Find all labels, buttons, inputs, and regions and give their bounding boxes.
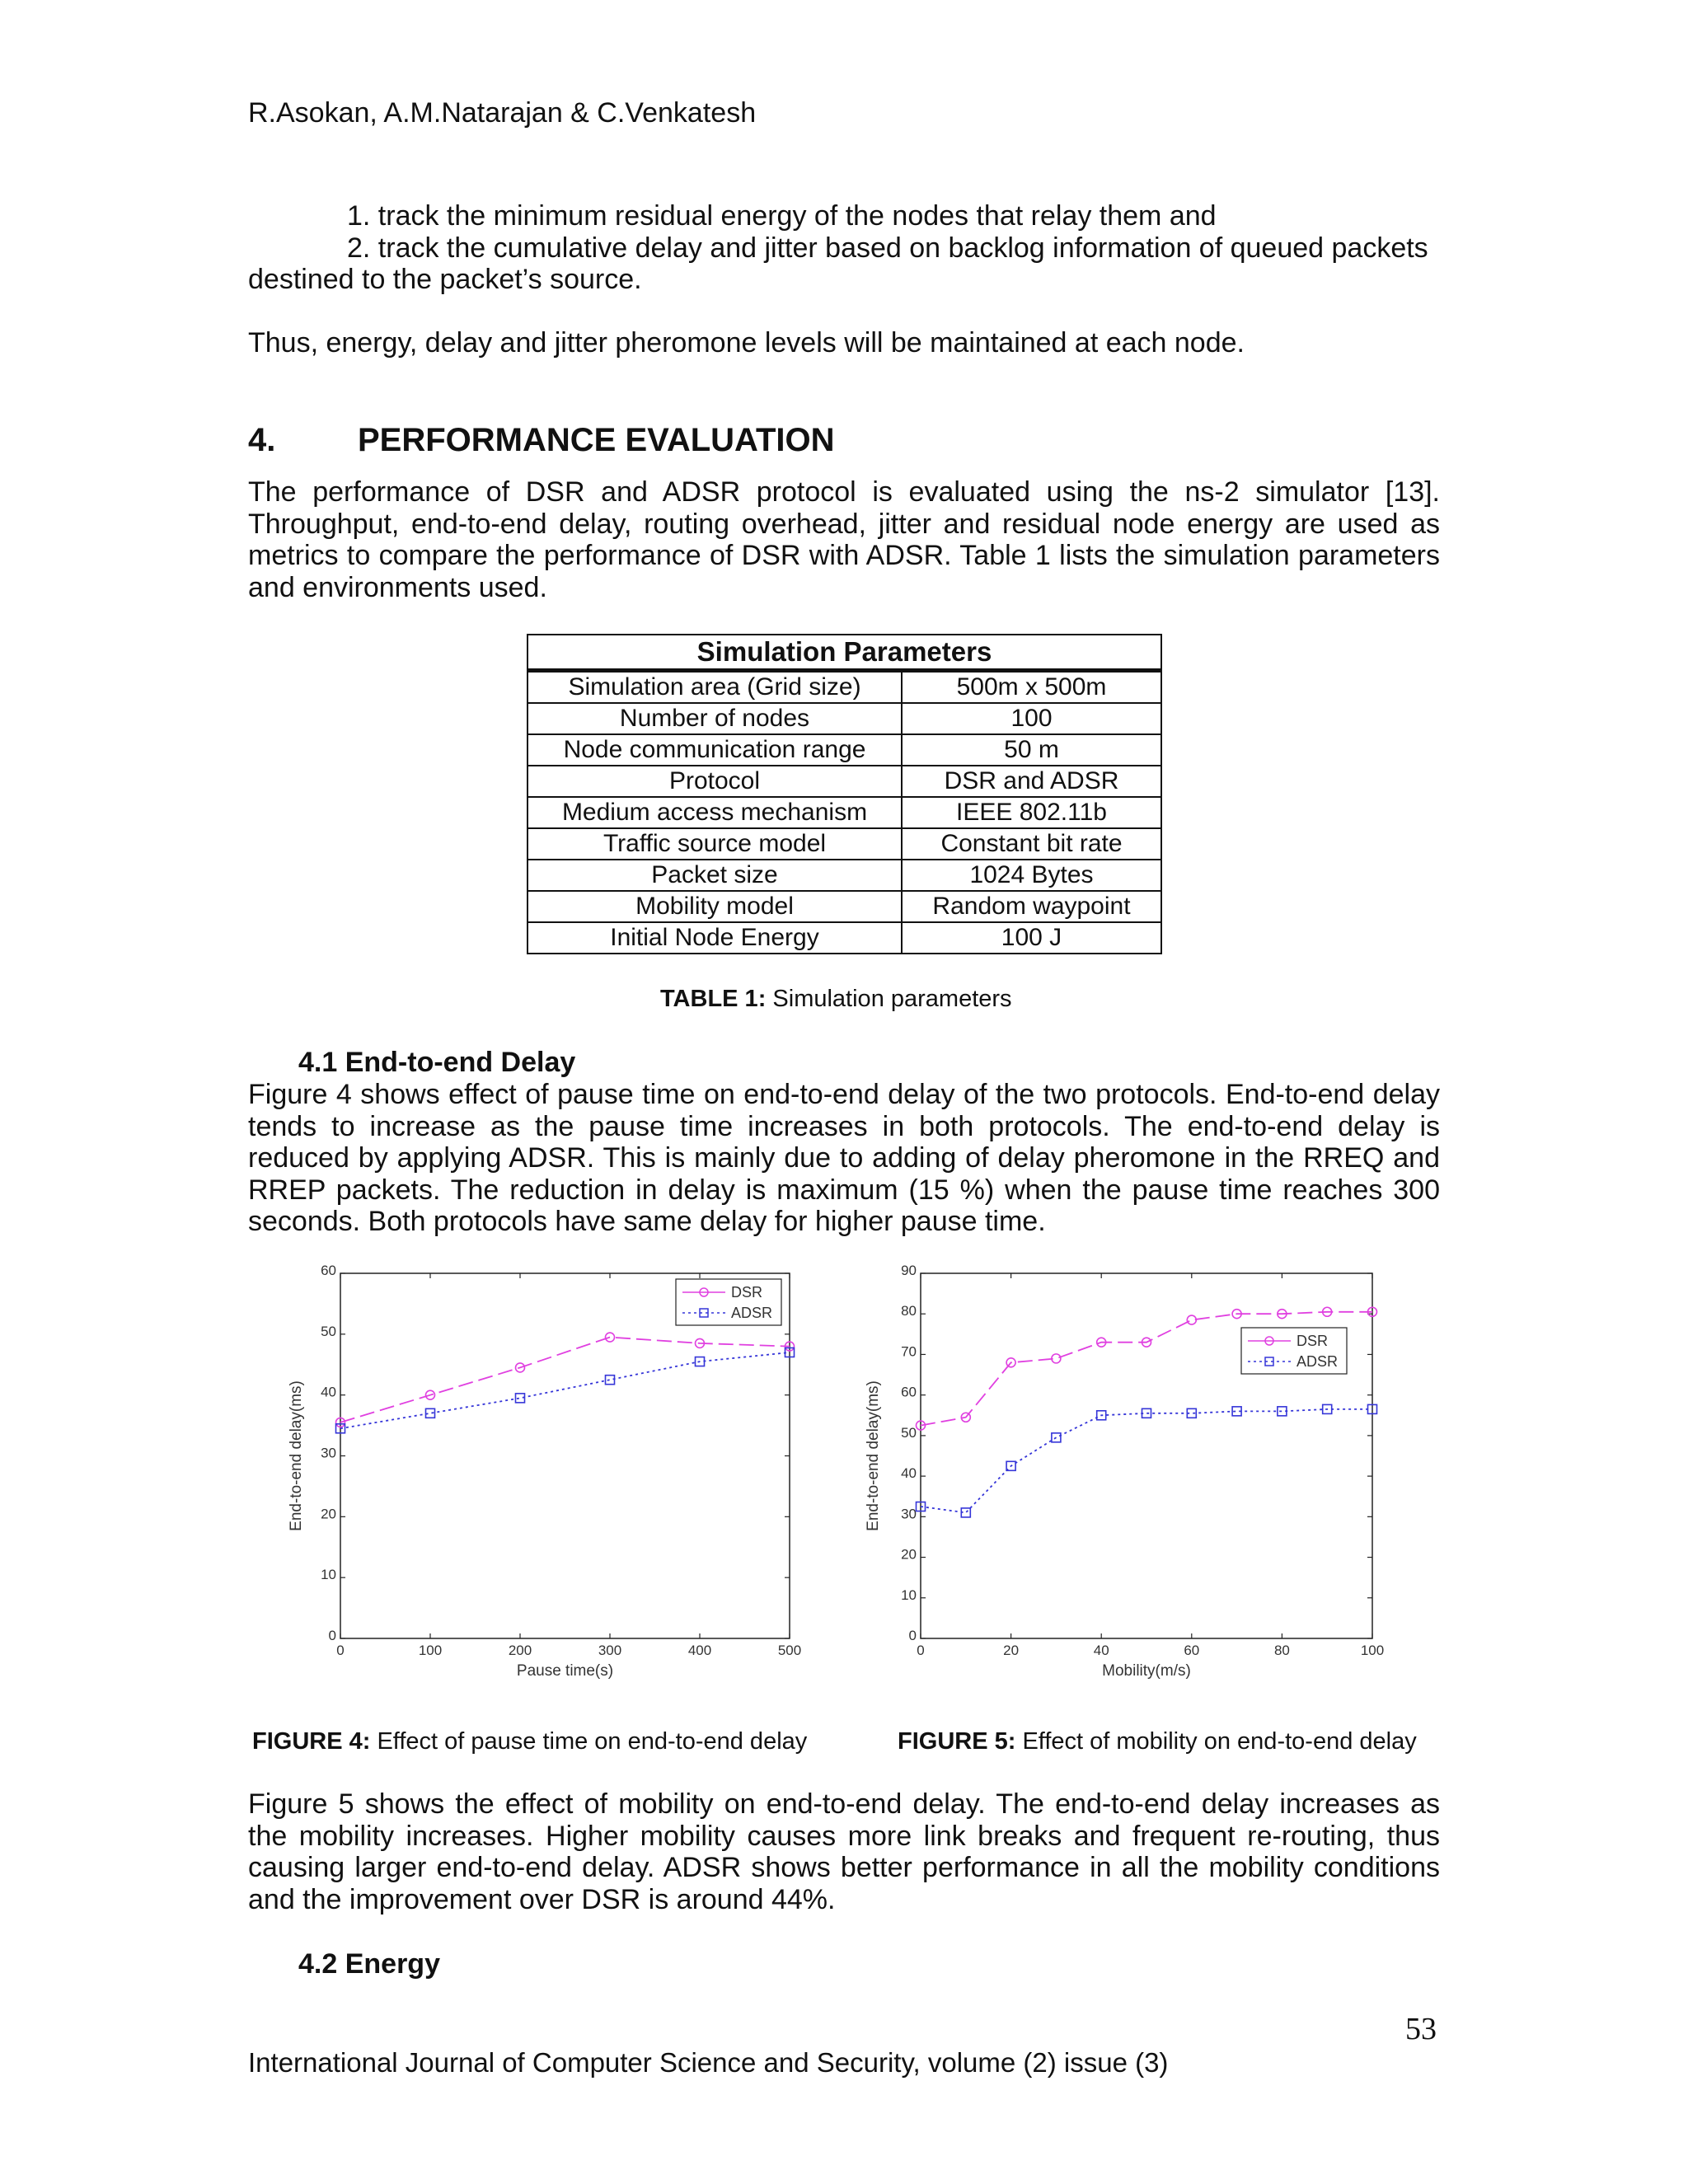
running-footer: International Journal of Computer Science and Security, volume (2) issue (3) (248, 2047, 1169, 2078)
section-number: 4. (248, 422, 276, 458)
table-cell: DSR and ADSR (902, 766, 1161, 797)
simulation-parameters-table (527, 634, 1162, 954)
x-tick-label: 200 (508, 1643, 532, 1658)
running-header: R.Asokan, A.M.Natarajan & C.Venkatesh (248, 97, 757, 129)
table-row (528, 860, 1161, 891)
section-title: PERFORMANCE EVALUATION (358, 422, 835, 458)
table-cell: Medium access mechanism (528, 797, 902, 828)
caption-text: Effect of mobility on end-to-end delay (1015, 1728, 1417, 1755)
list-continuation: destined to the packet’s source. (248, 264, 642, 295)
table-row (528, 671, 1161, 704)
y-tick-label: 30 (901, 1506, 917, 1522)
y-tick-label: 50 (901, 1424, 917, 1441)
table-cell: Node communication range (528, 734, 902, 766)
legend-label: ADSR (1296, 1353, 1339, 1370)
y-tick-label: 50 (321, 1323, 336, 1339)
subsection-heading: 4.1 End-to-end Delay (298, 1047, 576, 1078)
table-row (528, 797, 1161, 828)
table-cell: 50 m (902, 734, 1161, 766)
y-tick-label: 10 (901, 1586, 917, 1603)
legend-label: DSR (731, 1284, 763, 1301)
y-tick-label: 20 (321, 1506, 336, 1522)
x-tick-label: 0 (336, 1643, 345, 1658)
y-tick-label: 0 (908, 1628, 917, 1643)
table-row (528, 766, 1161, 797)
table-title: Simulation Parameters (528, 635, 1161, 671)
y-tick-label: 70 (901, 1343, 917, 1360)
table-cell: 100 (902, 703, 1161, 734)
table-caption (660, 986, 1012, 1013)
x-tick-label: 100 (1360, 1643, 1385, 1658)
table-row (528, 922, 1161, 954)
caption-label: FIGURE 4: (252, 1728, 371, 1755)
caption-label: TABLE 1: (660, 986, 767, 1012)
list-item: 1. track the minimum residual energy of the nodes that relay them and (347, 200, 1217, 232)
x-tick-label: 40 (1093, 1643, 1109, 1658)
figure-5-chart (857, 1257, 1401, 1694)
y-tick-label: 0 (328, 1628, 336, 1643)
figure-5-caption (898, 1728, 1417, 1755)
y-tick-label: 10 (321, 1567, 336, 1583)
table-cell: Random waypoint (902, 891, 1161, 922)
page-number: 53 (1405, 2012, 1437, 2046)
y-tick-label: 20 (901, 1546, 917, 1563)
legend-label: ADSR (731, 1305, 773, 1321)
table-cell: Simulation area (Grid size) (528, 671, 902, 704)
table-cell: Initial Node Energy (528, 922, 902, 954)
y-tick-label: 40 (901, 1465, 917, 1482)
x-axis-label: Mobility(m/s) (1102, 1662, 1191, 1680)
x-tick-label: 80 (1273, 1643, 1290, 1658)
x-axis-label: Pause time(s) (516, 1662, 614, 1680)
paragraph: Figure 5 shows the effect of mobility on end-to-end delay. The end-to-end delay increases as the mobility increases. Higher mobility causes more link breaks and frequent re-routing, thus causing larger end-to-end delay. ADSR shows better performance in all the mobility conditions and the improvement over DSR is around 44%. (248, 1788, 1440, 1915)
table-cell: 100 J (902, 922, 1161, 954)
y-tick-label: 60 (901, 1384, 917, 1400)
x-tick-label: 400 (687, 1643, 712, 1658)
table-row (528, 734, 1161, 766)
x-tick-label: 100 (418, 1643, 443, 1658)
legend-label: DSR (1296, 1333, 1329, 1349)
y-tick-label: 30 (321, 1445, 336, 1461)
figure-4-caption (252, 1728, 807, 1755)
section-heading (248, 422, 835, 459)
x-tick-label: 20 (1003, 1643, 1020, 1658)
y-axis-label: End-to-end delay(ms) (288, 1380, 305, 1531)
table-row (528, 828, 1161, 860)
table-cell: 500m x 500m (902, 671, 1161, 704)
table-cell: Traffic source model (528, 828, 902, 860)
y-axis-label: End-to-end delay(ms) (865, 1380, 882, 1531)
subsection-heading: 4.2 Energy (298, 1948, 440, 1980)
caption-text: Simulation parameters (766, 986, 1012, 1012)
paragraph: The performance of DSR and ADSR protocol is evaluated using the ns-2 simulator [13]. Throughput, end-to-end delay, routing overhead, jitter and residual node energy are used as metrics to compare the performance of DSR with ADSR. Table 1 lists the simulation parameters and environments used. (248, 476, 1440, 603)
x-tick-label: 0 (917, 1643, 925, 1658)
figure-4-chart (280, 1257, 824, 1694)
y-tick-label: 40 (321, 1384, 336, 1400)
table-cell: Number of nodes (528, 703, 902, 734)
table-cell: 1024 Bytes (902, 860, 1161, 891)
table-cell: Constant bit rate (902, 828, 1161, 860)
table-row (528, 703, 1161, 734)
caption-text: Effect of pause time on end-to-end delay (370, 1728, 808, 1755)
table-row (528, 891, 1161, 922)
list-item: 2. track the cumulative delay and jitter based on backlog information of queued packets (347, 232, 1428, 264)
paragraph: Figure 4 shows effect of pause time on end-to-end delay of the two protocols. End-to-end delay tends to increase as the pause time increases in both protocols. The end-to-end delay is reduced by applying ADSR. This is mainly due to adding of delay pheromone in the RREQ and RREP packets. The reduction in delay is maximum (15 %) when the pause time reaches 300 seconds. Both protocols have same delay for higher pause time. (248, 1079, 1440, 1237)
paragraph: Thus, energy, delay and jitter pheromone levels will be maintained at each node. (248, 327, 1245, 359)
table-cell: Mobility model (528, 891, 902, 922)
x-tick-label: 500 (777, 1643, 802, 1658)
table-cell: Protocol (528, 766, 902, 797)
x-tick-label: 300 (598, 1643, 622, 1658)
caption-label: FIGURE 5: (898, 1728, 1016, 1755)
y-tick-label: 80 (901, 1303, 917, 1319)
y-tick-label: 90 (901, 1263, 917, 1278)
table-cell: Packet size (528, 860, 902, 891)
y-tick-label: 60 (321, 1263, 336, 1278)
plot-frame (340, 1273, 790, 1638)
x-tick-label: 60 (1184, 1643, 1200, 1658)
table-cell: IEEE 802.11b (902, 797, 1161, 828)
